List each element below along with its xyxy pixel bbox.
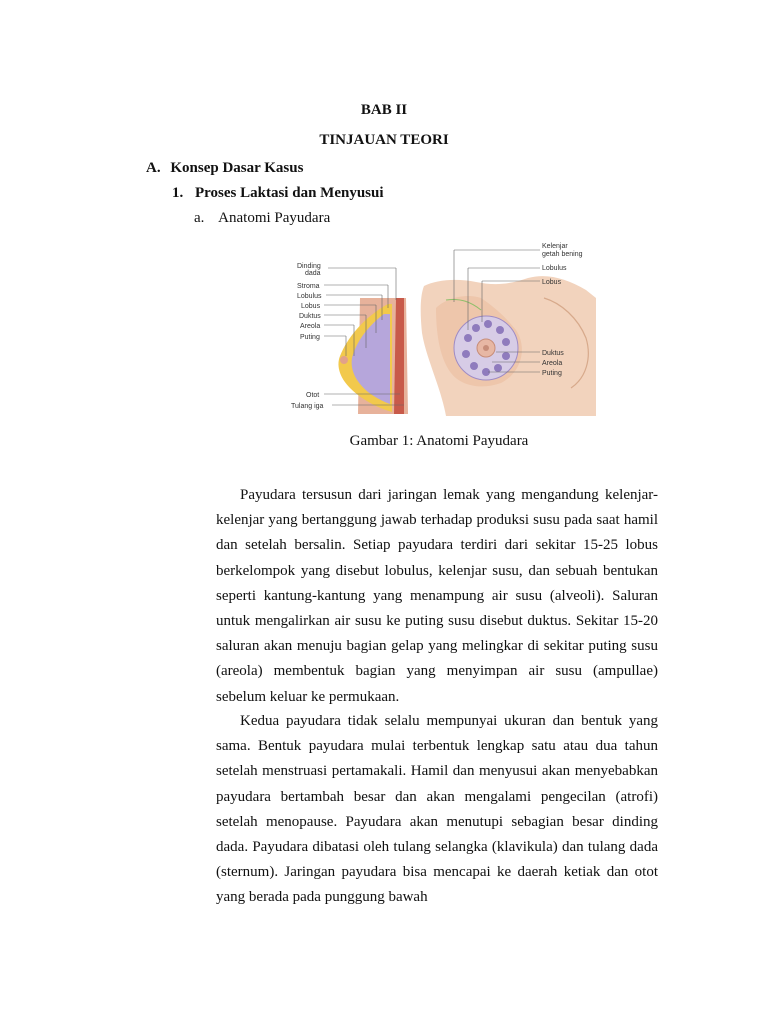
section-marker: A. (146, 160, 161, 176)
breast-anatomy-illustration (291, 238, 596, 416)
label-stroma: Stroma (297, 283, 320, 290)
label-duktus-left: Duktus (299, 313, 321, 320)
label-duktus-right: Duktus (542, 350, 564, 357)
label-otot: Otot (306, 392, 320, 399)
paragraph-1: Payudara tersusun dari jaringan lemak yang mengandung kelenjar-kelenjar yang bertanggung jawab terhadap produksi susu pada saat hamil dan setelah bersalin. Setiap payudara terdiri dari sekitar 15-25 lobus berkelompok yang disebut lobulus, kelenjar susu, dan sebuah bentukan seperti kantung-kantung yang menampung air susu (alveoli). Saluran untuk mengalirkan air susu ke puting susu disebut duktus. Sekitar 15-20 saluran akan menuju bagian gelap yang melingkar di sekitar puting susu (areola) membentuk bagian yang menyimpan air susu (ampullae) sebelum keluar ke permukaan. (216, 487, 658, 705)
subsection-marker: 1. (172, 185, 184, 201)
label-areola-right: Areola (542, 360, 563, 367)
subsubsection-title: Anatomi Payudara (218, 210, 331, 226)
section-nipple (340, 356, 348, 364)
label-lobulus-left: Lobulus (297, 293, 322, 300)
label-dada: dada (305, 270, 321, 277)
subsection-title: Proses Laktasi dan Menyusui (195, 185, 384, 201)
subsection-heading (172, 185, 384, 202)
label-lobus-right: Lobus (542, 279, 562, 286)
figure-caption: Gambar 1: Anatomi Payudara (349, 433, 529, 449)
label-kelenjar: Kelenjar (542, 243, 568, 250)
label-dinding: Dinding (297, 263, 321, 270)
label-puting-left: Puting (300, 334, 320, 341)
subsubsection-marker: a. (194, 210, 205, 226)
section-heading (146, 160, 303, 177)
label-areola-left: Areola (300, 323, 321, 330)
nipple (483, 345, 489, 351)
label-getah-bening: getah bening (542, 251, 583, 258)
label-lobus-left: Lobus (301, 303, 321, 310)
label-puting-right: Puting (542, 370, 562, 377)
subsubsection-heading (194, 210, 330, 227)
anatomy-figure (291, 238, 596, 416)
paragraph-2: Kedua payudara tidak selalu mempunyai ukuran dan bentuk yang sama. Bentuk payudara mulai terbentuk lengkap satu atau dua tahun setelah menstruasi pertamakali. Hamil dan menyusui akan menyebabkan payudara bertambah besar dan akan mengalami pengecilan (atrofi) setelah menopause. Payudara akan menutupi sebagian besar dinding dada. Payudara dibatasi oleh tulang selangka (klavikula) dan tulang dada (sternum). Jaringan payudara bisa mencapai ke daerah ketiak dan otot yang berada pada punggung bawah (216, 713, 658, 906)
chapter-title: TINJAUAN TEORI (319, 132, 449, 148)
chapter-number: BAB II (360, 102, 408, 118)
section-title: Konsep Dasar Kasus (170, 160, 304, 176)
label-tulang-iga: Tulang iga (291, 403, 324, 410)
label-lobulus-right: Lobulus (542, 265, 567, 272)
